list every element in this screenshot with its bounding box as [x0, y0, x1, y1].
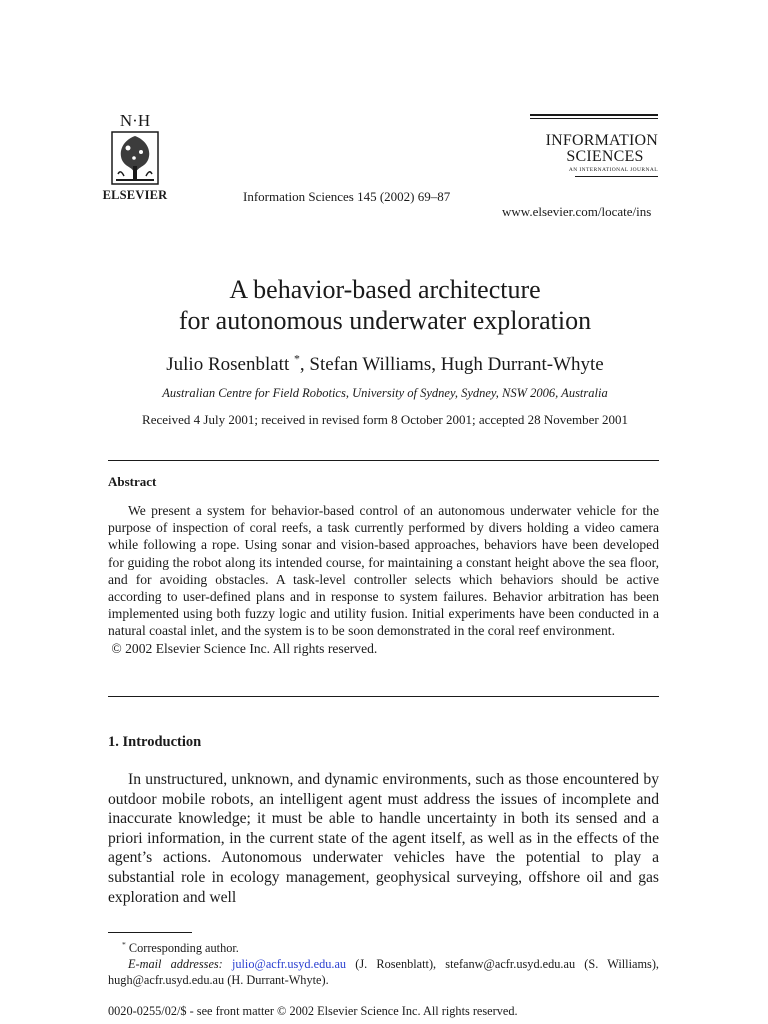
footnote-corresponding	[108, 940, 659, 956]
corresponding-author-mark[interactable]: *	[293, 352, 300, 366]
copyright-notice	[108, 640, 659, 657]
publisher-name: ELSEVIER	[102, 188, 168, 202]
journal-logo-rule	[530, 118, 658, 119]
journal-title-line1: INFORMATION	[545, 132, 658, 149]
journal-citation: Information Sciences 145 (2002) 69–87	[243, 189, 451, 204]
section-heading: 1. Introduction	[108, 734, 202, 750]
article-title-line2: for autonomous underwater exploration	[178, 306, 592, 335]
footnote-emails	[108, 956, 659, 988]
publisher-mark: N·H	[119, 111, 151, 130]
author-name: Julio Rosenblatt	[166, 354, 290, 375]
divider	[108, 460, 659, 461]
email-label: E-mail addresses:	[128, 957, 223, 971]
article-title	[60, 274, 710, 336]
issn-line: 0020-0255/02/$ - see front matter © 2002 Elsevier Science Inc. All rights reserved.	[108, 1004, 518, 1018]
author-list	[60, 354, 710, 376]
abstract-heading: Abstract	[108, 474, 157, 489]
journal-logo	[530, 114, 658, 177]
author-names-rest: , Stefan Williams, Hugh Durrant-Whyte	[299, 354, 604, 375]
email-link[interactable]: julio@acfr.usyd.edu.au	[231, 957, 347, 971]
footnotes	[108, 940, 659, 988]
publisher-logo	[100, 112, 170, 203]
author-affiliation: Australian Centre for Field Robotics, University of Sydney, Sydney, NSW 2006, Australia	[162, 386, 608, 400]
introduction-paragraph: In unstructured, unknown, and dynamic environments, such as those encountered by outdoor mobile robots, an intelligent agent must address the issues of incomplete and inaccurate knowledge; it must be able to handle uncertainty in both its sensed and a priori information, in the current state of the agent itself, as well as in the effects of the agent’s actions. Autonomous underwater vehicles have the potential to play a substantial role in ecology management, geophysical surveying, offshore oil and gas exploration and well	[108, 771, 659, 906]
abstract-section	[108, 502, 659, 657]
journal-url-link[interactable]: www.elsevier.com/locate/ins	[502, 204, 652, 219]
article-history-dates: Received 4 July 2001; received in revised form 8 October 2001; accepted 28 November 2001	[142, 412, 628, 427]
journal-logo-rule	[530, 114, 658, 116]
elsevier-tree-emblem-icon	[110, 130, 160, 186]
email-owners-text: (J. Rosenblatt), stefanw@acfr.usyd.edu.au (S. Williams), hugh@acfr.usyd.edu.au (H. Durrant-Whyte).	[108, 957, 659, 987]
footnote-corresponding-text: Corresponding author.	[128, 941, 239, 955]
abstract-paragraph: We present a system for behavior-based control of an autonomous underwater vehicle for the purpose of inspection of coral reefs, a task currently performed by divers holding a video camera while following a rope. Using sonar and vision-based approaches, behaviors have been developed for guiding the robot along its intended course, for maintaining a constant height above the sea floor, and for avoiding obstacles. A task-level controller selects which behaviors should be active according to user-defined plans and in response to system failures. Behavior arbitration has been implemented using both fuzzy logic and utility fusion. Initial experiments have been conducted in a natural coastal inlet, and the system is to be soon demonstrated in the coral reef environment.	[108, 503, 659, 639]
journal-title-line2: SCIENCES	[566, 148, 644, 165]
footnote-mark: *	[122, 939, 126, 949]
footnote-rule	[108, 932, 192, 933]
article-title-line1: A behavior-based architecture	[229, 275, 541, 304]
journal-subtitle: AN INTERNATIONAL JOURNAL	[568, 167, 658, 173]
journal-logo-underline	[575, 176, 658, 177]
divider	[108, 696, 659, 697]
copyright-text: © 2002 Elsevier Science Inc. All rights reserved.	[111, 640, 378, 656]
